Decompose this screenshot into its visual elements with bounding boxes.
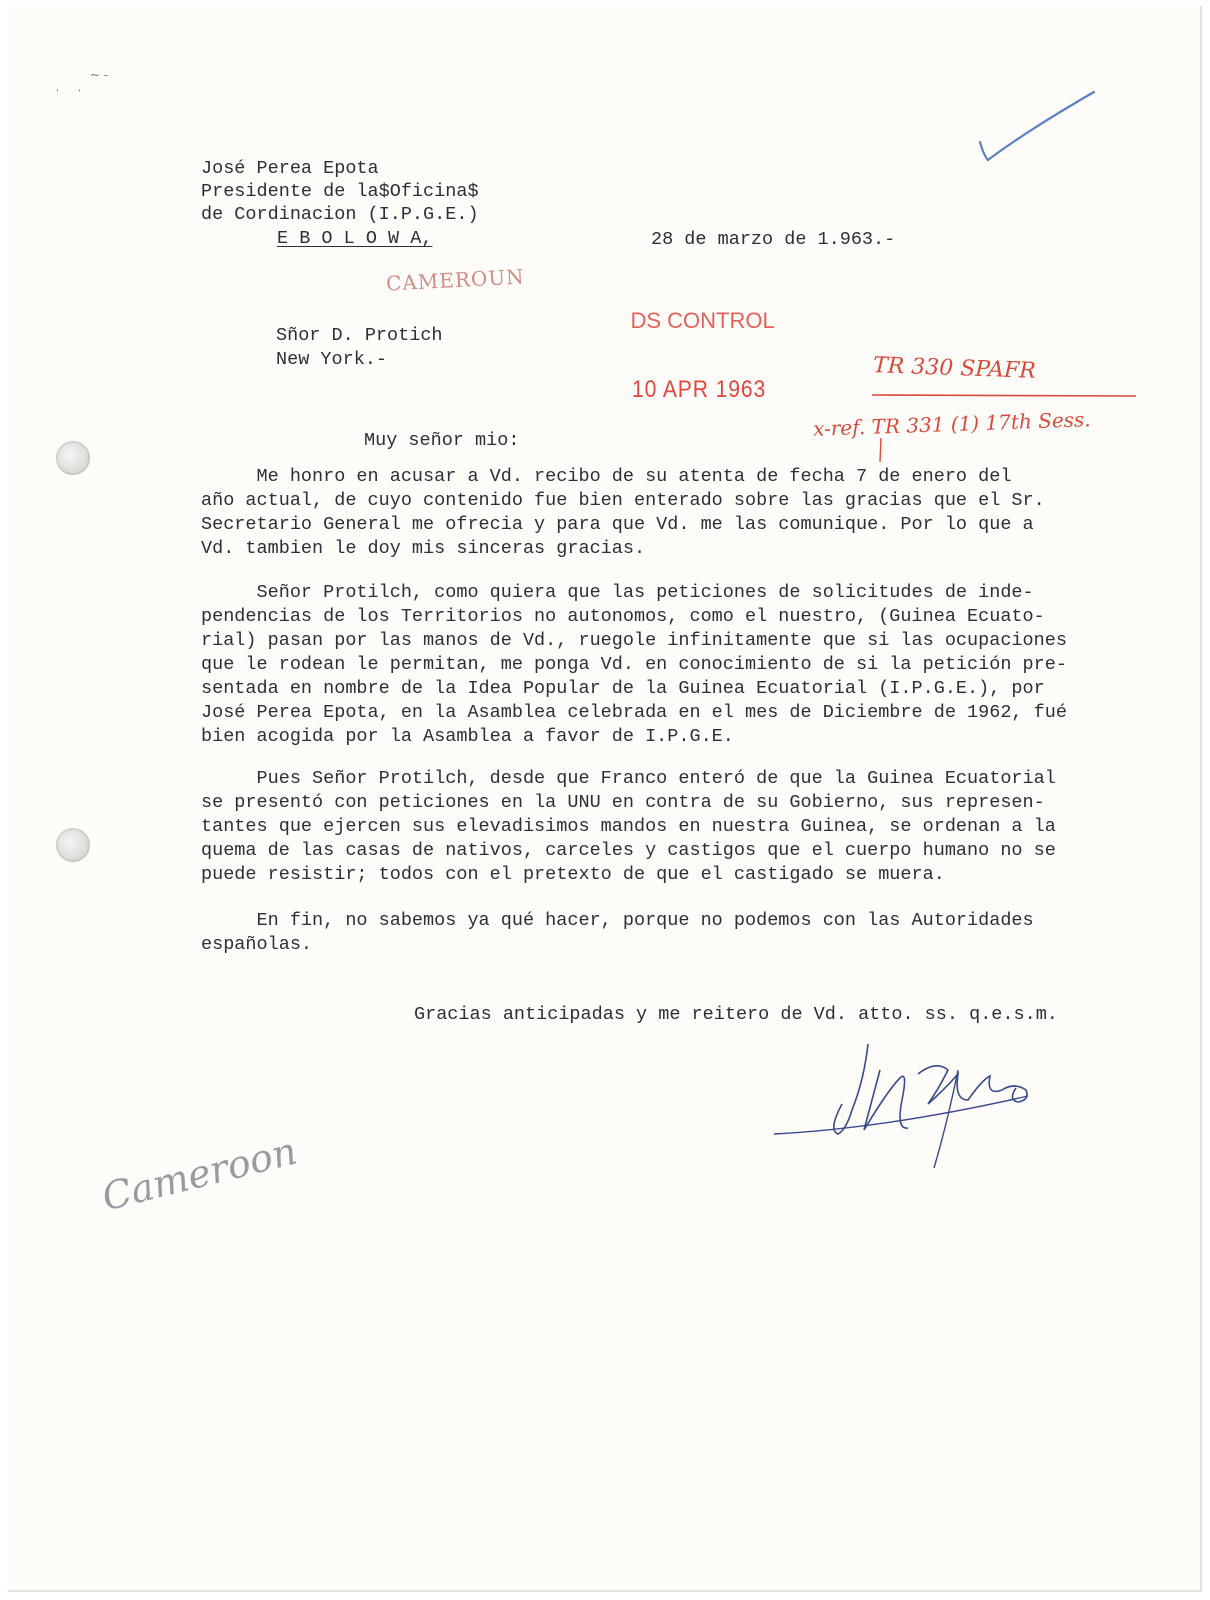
binder-hole-bottom — [56, 828, 90, 862]
body-line: José Perea Epota, en la Asamblea celebrada en el mes de Diciembre de 1962, fué — [201, 702, 1067, 723]
sender-organization: de Cordinacion (I.P.G.E.) — [201, 204, 479, 225]
body-line: Secretario General me ofrecia y para que Vd. me las comunique. Por lo que a — [201, 514, 1034, 535]
reference-line-1: TR 330 SPAFR — [872, 353, 1037, 384]
recipient-name: Sñor D. Protich — [276, 325, 443, 346]
body-line: sentada en nombre de la Idea Popular de la Guinea Ecuatorial (I.P.G.E.), por — [201, 678, 1045, 699]
paper-mark: ' ' — [56, 88, 81, 99]
body-line: bien acogida por la Asamblea a favor de I.P.G.E. — [201, 726, 734, 747]
letter-date: 28 de marzo de 1.963.- — [651, 229, 896, 250]
salutation: Muy señor mio: — [364, 430, 520, 451]
records-control-stamp-date: 10 APR 1963 — [632, 376, 767, 403]
closing-line: Gracias anticipadas y me reitero de Vd. atto. ss. q.e.s.m. — [414, 1004, 1058, 1025]
reference-tick — [878, 436, 884, 466]
body-line: Me honro en acusar a Vd. recibo de su atenta de fecha 7 de enero del — [201, 466, 1012, 487]
reference-underline — [870, 392, 1140, 398]
handwritten-country: CAMEROUN — [385, 264, 526, 296]
body-line: pendencias de los Territorios no autonomos, como el nuestro, (Guinea Ecuato- — [201, 606, 1045, 627]
recipient-city: New York.- — [276, 349, 388, 370]
body-line: se presentó con peticiones en la UNU en contra de su Gobierno, sus represen- — [201, 792, 1045, 813]
pencil-note: Cameroon — [97, 1128, 302, 1220]
signature-image — [768, 1030, 1108, 1180]
body-line: puede resistir; todos con el pretexto de que el castigado se muera. — [201, 864, 945, 885]
body-line: que le rodean le permitan, me ponga Vd. en conocimiento de si la petición pre- — [201, 654, 1067, 675]
sender-city: E B O L O W A, — [277, 228, 433, 249]
body-line: Señor Protilch, como quiera que las peticiones de solicitudes de inde- — [201, 582, 1034, 603]
paper-mark: ~ - — [90, 68, 109, 82]
binder-hole-top — [56, 441, 90, 475]
body-line: tantes que ejercen sus elevadisimos mandos en nuestra Guinea, se ordenan a la — [201, 816, 1056, 837]
body-line: españolas. — [201, 934, 313, 955]
sender-title: Presidente de la$Oficina$ — [201, 181, 479, 202]
body-line: rial) pasan por las manos de Vd., ruegole infinitamente que si las ocupaciones — [201, 630, 1067, 651]
letter-page — [8, 6, 1202, 1592]
reference-line-2: x-ref. TR 331 (1) 17th Sess. — [812, 407, 1091, 441]
check-mark-icon — [968, 90, 1108, 170]
body-line: quema de las casas de nativos, carceles y castigos que el cuerpo humano no se — [201, 840, 1056, 861]
records-control-stamp-label: DS CONTROL — [606, 308, 775, 333]
body-line: año actual, de cuyo contenido fue bien enterado sobre las gracias que el Sr. — [201, 490, 1045, 511]
body-line: Pues Señor Protilch, desde que Franco enteró de que la Guinea Ecuatorial — [201, 768, 1056, 789]
body-line: Vd. tambien le doy mis sinceras gracias. — [201, 538, 646, 559]
body-line: En fin, no sabemos ya qué hacer, porque no podemos con las Autoridades — [201, 910, 1034, 931]
sender-name: José Perea Epota — [201, 158, 379, 179]
